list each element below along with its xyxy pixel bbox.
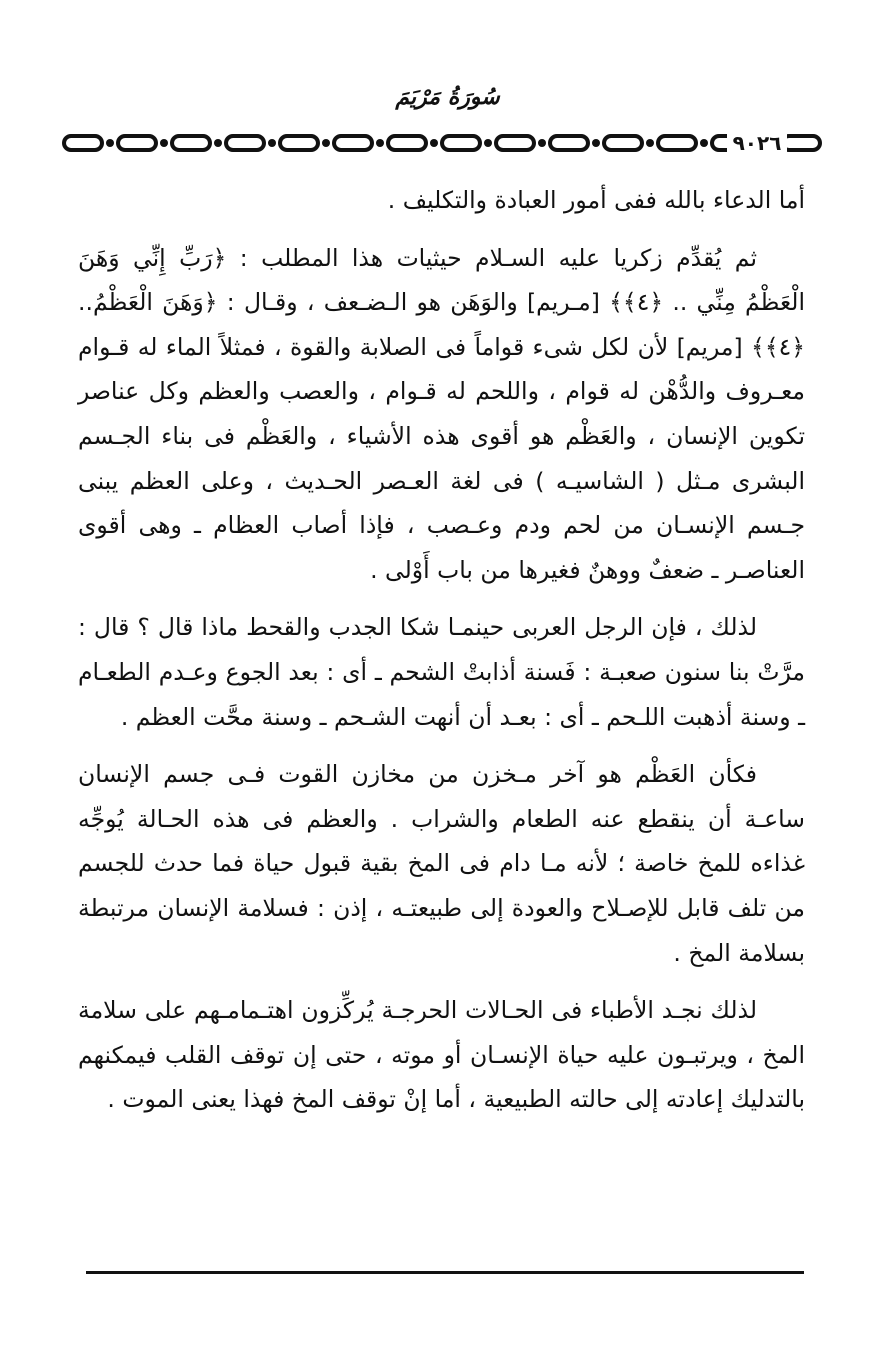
paragraph-3: لذلك ، فإن الرجل العربى حينمـا شكا الجدب والقحط ماذا قال ؟ قال : مرَّتْ بنا سنون صعبـة : فَسنة أذابتْ الشحم ـ أى : بعد الجوع وعـدم الطعـام ـ وسنة أذهبت اللـحم ـ أى : بعـد أن أنهت الشـحم ـ وسنة محَّت العظم . (78, 613, 805, 731)
paragraph-1: أما الدعاء بالله ففى أمور العبادة والتكليف . (387, 186, 805, 214)
paragraph-2: ثم يُقدِّم زكريا عليه السـلام حيثيات هذا المطلب : ﴿رَبِّ إِنِّي وَهَنَ الْعَظْمُ مِنِّي .. ﴿٤﴾﴾ [مـريم] والوَهَن هو الـضـعف ، وقـال : ﴿وَهَنَ الْعَظْمُ.. ﴿٤﴾﴾ [مريم] لأن لكل شىء قواماً فى الصلابة والقوة ، فمثلاً الماء له قـوام معـروف والدُّهْن له قوام ، واللحم له قـوام ، والعصب والعظم وكل عناصر تكوين الإنسان ، والعَظْم هو أقوى هذه الأشياء ، والعَظْم فى بناء الجـسم البشرى مـثل ( الشاسيـه ) فى لغة العـصر الحـديث ، وعلى العظم يبنى جـسم الإنسـان من لحم ودم وعـصب ، فإذا أصاب العظام ـ وهى أقوى العناصـر ـ ضعفٌ ووهنٌ فغيرها من باب أَوْلى . (78, 243, 805, 584)
surah-title: سُورَةُ مَرْيَمَ (395, 84, 500, 110)
page-number: ٩٠٢٦ (727, 128, 787, 158)
paragraph-4: فكأن العَظْم هو آخر مـخزن من مخازن القوت فـى جسم الإنسان ساعـة أن ينقطع عنه الطعام والشراب . والعظم فى هذه الحـالة يُوجِّه غذاءه للمخ خاصة ؛ لأنه مـا دام فى المخ بقية قبول حياة فما حدث للجسم من تلف قابل للإصـلاح والعودة إلى طبيعتـه ، إذن : فسلامة الإنسان مرتبطة بسلامة المخ . (78, 760, 805, 967)
paragraph-5: لذلك نجـد الأطباء فى الحـالات الحرجـة يُركِّزون اهتـمامـهم على سلامة المخ ، ويرتبـون عليه حياة الإنسـان أو موته ، حتى إن توقف القلب فيمكنهم بالتدليك إعادته إلى حالته الطبيعية ، أما إنْ توقف المخ فهذا يعنى الموت . (78, 996, 805, 1114)
ornamental-rule (60, 131, 825, 155)
footer-rule (86, 1271, 804, 1274)
page-body (78, 178, 805, 1135)
